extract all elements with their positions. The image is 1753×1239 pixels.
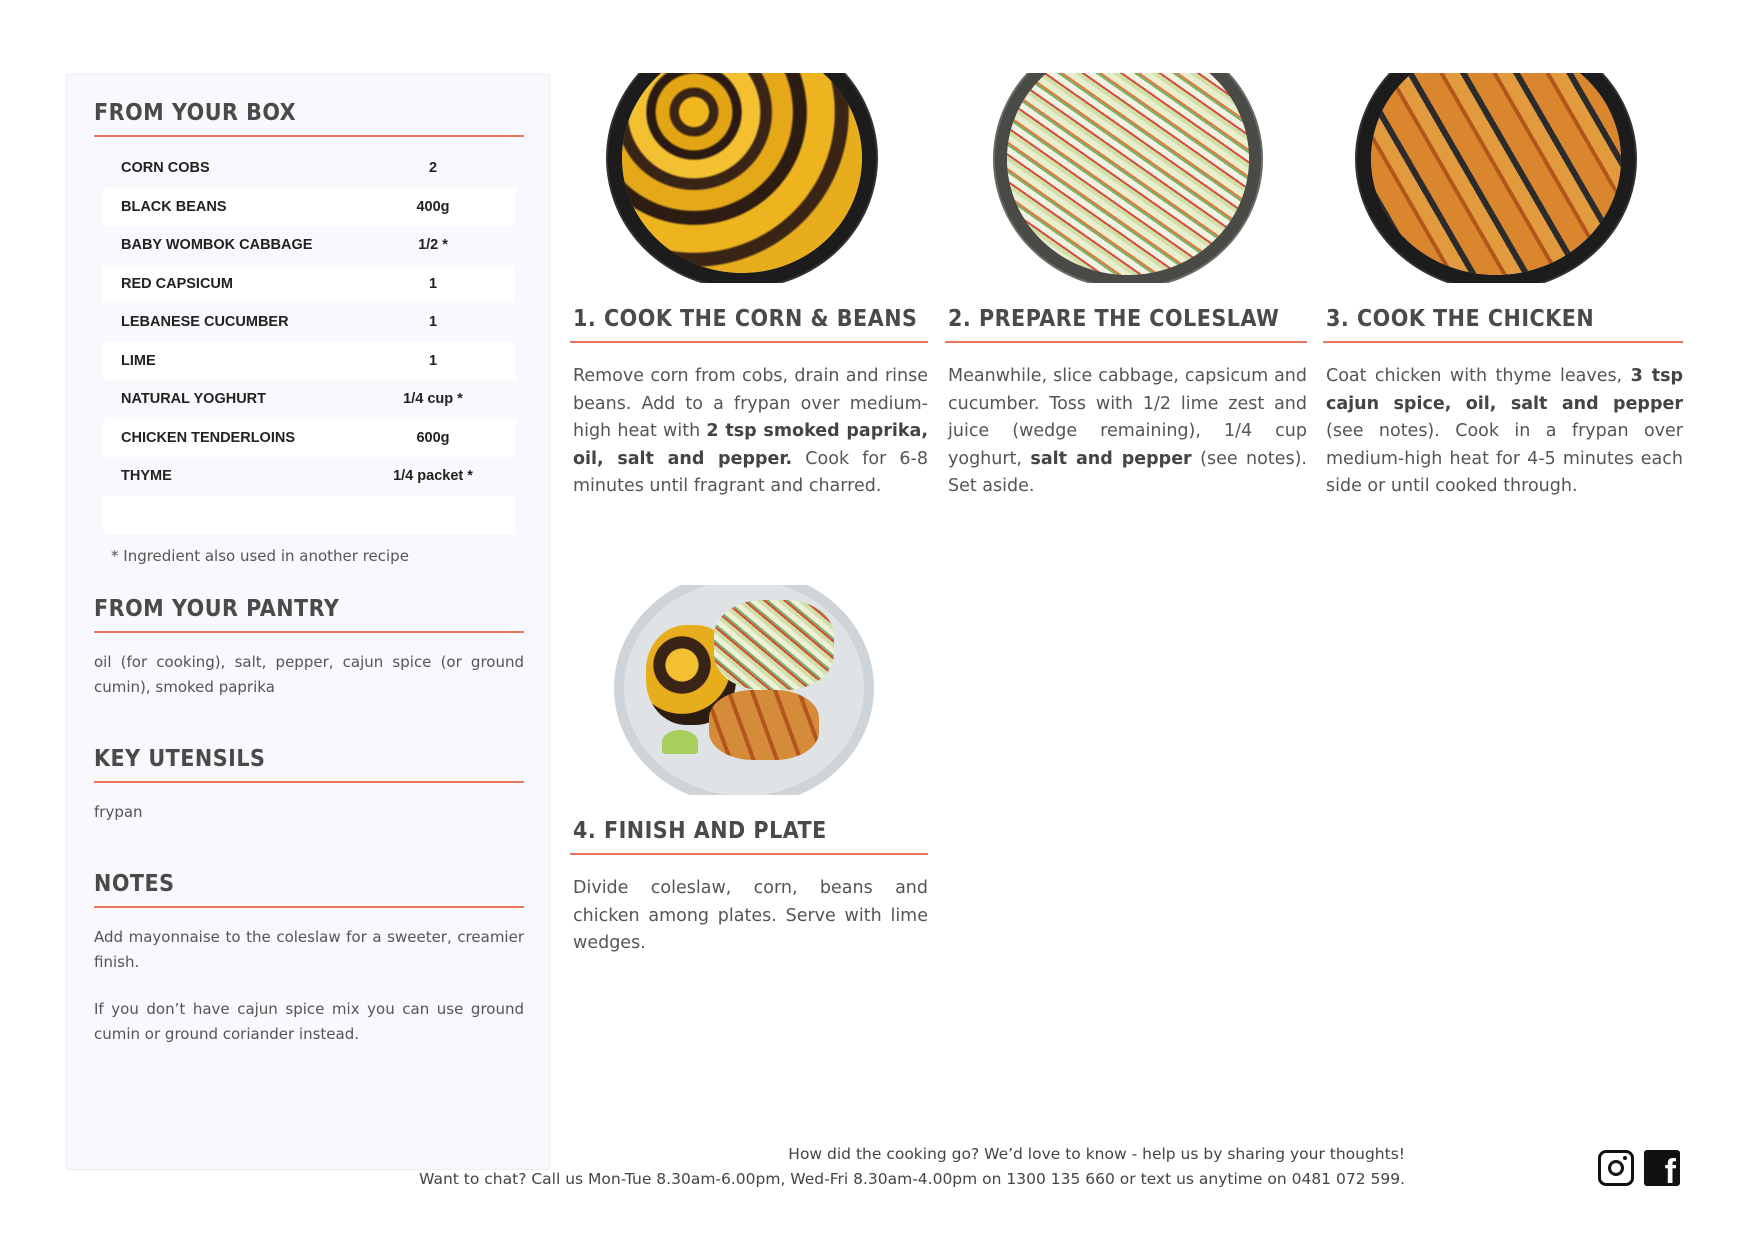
step-4-text-part: Divide coleslaw, corn, beans and chicken among plates. Serve with lime wedges. [573, 878, 928, 953]
ingredient-qty: 1/4 cup * [403, 391, 463, 408]
footer-feedback-text: How did the cooking go? We’d love to know - help us by sharing your thoughts! [788, 1145, 1405, 1163]
note-item: If you don’t have cajun spice mix you can use ground cumin or ground coriander instead. [94, 1000, 524, 1043]
step-4 [570, 585, 928, 958]
ingredient-row [103, 380, 515, 419]
step-2-text-part: (see notes). Set aside. [948, 448, 1307, 496]
ingredient-qty: 1 [428, 352, 438, 369]
ingredient-qty: 1 [428, 314, 438, 331]
chicken-pan-image [1371, 73, 1621, 275]
step-3-text [1323, 363, 1683, 501]
ingredient-row [103, 265, 515, 304]
corn-beans-pan-image [622, 73, 862, 273]
step-3-text-bold: 3 tsp cajun spice, oil, salt and pepper [1326, 366, 1684, 414]
notes-title: NOTES [94, 870, 524, 908]
ingredient-row [103, 188, 515, 227]
ingredient-row [103, 226, 515, 265]
ingredient-name: NATURAL YOGHURT [121, 391, 266, 408]
step-1-image [570, 73, 928, 283]
step-1 [570, 73, 928, 501]
step-2-text-bold: salt and pepper [1030, 448, 1192, 469]
ingredient-row [103, 303, 515, 342]
ingredient-qty: 1/2 * [418, 237, 448, 254]
step-4-image [570, 585, 928, 795]
ingredient-name: CORN COBS [121, 160, 210, 177]
step-1-title: 1. COOK THE CORN & BEANS [570, 305, 928, 343]
ingredient-name: LEBANESE CUCUMBER [121, 314, 289, 331]
ingredients-table [103, 149, 515, 534]
pantry-text: oil (for cooking), salt, pepper, cajun spice (or ground cumin), smoked paprika [94, 653, 524, 696]
utensils-text: frypan [94, 803, 143, 821]
step-2-image [945, 73, 1307, 283]
ingredient-name: RED CAPSICUM [121, 275, 233, 292]
step-2 [945, 73, 1307, 501]
step-3-text-part: Coat chicken with thyme leaves, [1326, 366, 1631, 386]
step-1-text-part: Cook for 6-8 minutes until fragrant and charred. [573, 448, 928, 496]
ingredient-row [103, 457, 515, 496]
ingredient-name: LIME [121, 352, 156, 369]
step-3 [1323, 73, 1683, 501]
step-1-text-bold: 2 tsp smoked paprika, oil, salt and pepper. [573, 421, 928, 469]
instagram-icon[interactable] [1598, 1150, 1634, 1186]
ingredient-row [103, 149, 515, 188]
step-2-title: 2. PREPARE THE COLESLAW [945, 305, 1307, 343]
ingredient-qty: 2 [428, 160, 438, 177]
step-1-text [570, 363, 928, 501]
from-your-pantry-title: FROM YOUR PANTRY [94, 595, 524, 633]
ingredient-qty: 1/4 packet * [393, 468, 473, 485]
ingredient-name: THYME [121, 468, 172, 485]
from-your-box-title: FROM YOUR BOX [94, 99, 524, 137]
step-3-title: 3. COOK THE CHICKEN [1323, 305, 1683, 343]
step-4-title: 4. FINISH AND PLATE [570, 817, 928, 855]
ingredient-qty: 400g [416, 198, 450, 215]
ingredient-qty: 600g [416, 429, 450, 446]
ingredient-qty: 1 [428, 275, 438, 292]
note-item: Add mayonnaise to the coleslaw for a sweeter, creamier finish. [94, 928, 524, 971]
ingredient-row [103, 419, 515, 458]
ingredient-row-empty [103, 496, 515, 535]
plate-image [614, 585, 874, 795]
footer [419, 1142, 1405, 1192]
step-2-text [945, 363, 1307, 501]
step-1-text-part: Remove corn from cobs, drain and rinse beans. Add to a frypan over medium-high heat with [573, 366, 928, 441]
ingredient-row [103, 342, 515, 381]
ingredient-name: BLACK BEANS [121, 198, 227, 215]
step-4-text [570, 875, 928, 958]
step-2-text-part: Meanwhile, slice cabbage, capsicum and cucumber. Toss with 1/2 lime zest and juice (wedge remaining), 1/4 cup yoghurt, [948, 366, 1307, 469]
key-utensils-title: KEY UTENSILS [94, 745, 524, 783]
footer-contact-text: Want to chat? Call us Mon-Tue 8.30am-6.00pm, Wed-Fri 8.30am-4.00pm on 1300 135 660 or text us anytime on 0481 072 599. [419, 1170, 1405, 1188]
step-3-text-part: (see notes). Cook in a frypan over medium-high heat for 4-5 minutes each side or until cooked through. [1326, 421, 1683, 496]
facebook-icon[interactable]: f [1644, 1150, 1680, 1186]
ingredient-footnote: * Ingredient also used in another recipe [111, 547, 409, 565]
coleslaw-bowl-image [1007, 73, 1249, 275]
ingredient-name: CHICKEN TENDERLOINS [121, 429, 296, 446]
ingredient-name: BABY WOMBOK CABBAGE [121, 237, 313, 254]
step-3-image [1323, 73, 1683, 283]
ingredients-panel [66, 74, 550, 1170]
